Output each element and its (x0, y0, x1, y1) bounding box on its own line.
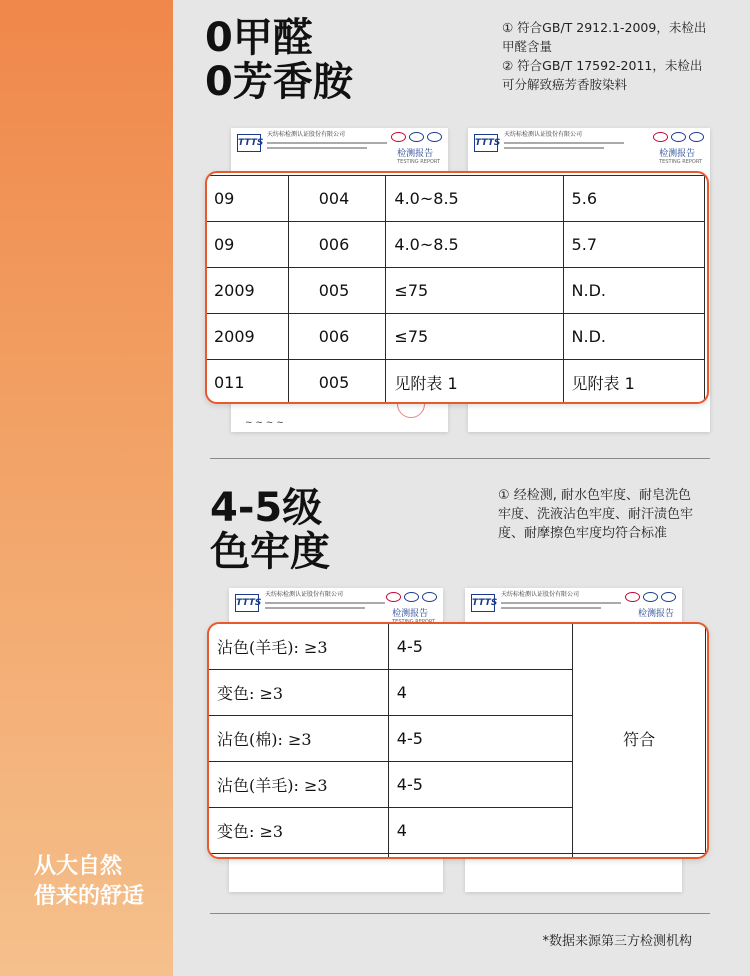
table-cell (388, 854, 573, 860)
table-cell: 09 (206, 176, 289, 222)
report-company: 天纺标检测认证股份有限公司 (501, 591, 621, 609)
table-cell: 4.0~8.5 (386, 176, 563, 222)
table-cell: 4.0~8.5 (386, 222, 563, 268)
report-logo: TTTS (235, 594, 259, 612)
data-source-footnote: *数据来源第三方检测机构 (542, 934, 692, 949)
section2-heading-line-1: 4-5级 (210, 485, 323, 531)
report-company: 天纺标检测认证股份有限公司 (265, 591, 385, 609)
section-divider (210, 458, 710, 459)
table-cell: 沾色(棉): ≥3 (209, 716, 389, 762)
section1-note-3: ② 符合GB/T 17592-2011，未检出 (502, 58, 703, 73)
slogan-line-2: 借来的舒适 (34, 884, 145, 909)
table-row (206, 360, 705, 405)
section2-notes (498, 486, 693, 543)
report-company: 天纺标检测认证股份有限公司 (267, 131, 387, 149)
section1-notes (502, 18, 706, 94)
table-cell: ≤75 (386, 268, 563, 314)
report-title: 检测报告 TESTING REPORT (659, 149, 702, 165)
slogan-line-1: 从大自然 (34, 854, 123, 879)
section2-note-1: ① 经检测, 耐水色牢度、耐皂洗色 (498, 488, 692, 503)
table-cell: 09 (206, 222, 289, 268)
table-cell: 005 (288, 268, 386, 314)
table-row (206, 222, 705, 268)
table-cell: 005 (288, 360, 386, 405)
cert-badges (653, 132, 704, 142)
table-row (209, 624, 706, 670)
report-title: 检测报告 (637, 609, 674, 619)
table-cell (209, 854, 389, 860)
table-cell: 5.7 (563, 222, 704, 268)
table-row (206, 268, 705, 314)
table-cell: 4 (388, 808, 573, 854)
table-cell: N.D. (563, 314, 704, 360)
section2-note-2: 牢度、洗液沾色牢度、耐汗渍色牢 (498, 507, 694, 522)
section1-heading (205, 16, 353, 104)
table-row (206, 176, 705, 222)
cert-badges (391, 132, 442, 142)
table-cell: 2009 (206, 314, 289, 360)
report-logo: TTTS (237, 134, 261, 152)
table-cell: N.D. (563, 268, 704, 314)
signatures: ~ ~ ~ ~ (245, 418, 284, 428)
report-logo: TTTS (474, 134, 498, 152)
report-logo: TTTS (471, 594, 495, 612)
table-cell: 4-5 (388, 624, 573, 670)
table-cell: 沾色(羊毛): ≥3 (209, 762, 389, 808)
cert-badges (625, 592, 676, 602)
table-cell: 004 (288, 176, 386, 222)
report-title: 检测报告 TESTING REPORT (397, 149, 440, 165)
table-cell: 4-5 (388, 716, 573, 762)
section1-heading-line-2: 0芳香胺 (205, 59, 353, 105)
table-cell: 006 (288, 222, 386, 268)
table-row (206, 314, 705, 360)
orange-sidebar (0, 0, 173, 976)
table-cell: 011 (206, 360, 289, 405)
footer-divider (210, 913, 710, 914)
colorfastness-result-table (207, 622, 709, 859)
table-cell: 沾色(羊毛): ≥3 (209, 624, 389, 670)
section2-heading (210, 486, 330, 574)
cert-badges (386, 592, 437, 602)
table-cell: 5.6 (563, 176, 704, 222)
table-cell: ≤75 (386, 314, 563, 360)
table-cell: 4-5 (388, 762, 573, 808)
formaldehyde-result-table (205, 171, 709, 404)
table-cell: 变色: ≥3 (209, 808, 389, 854)
table-cell: 见附表 1 (386, 360, 563, 405)
slogan (34, 852, 144, 912)
table-cell (573, 854, 706, 860)
section1-note-4: 可分解致癌芳香胺染料 (502, 77, 628, 92)
section1-note-1: ① 符合GB/T 2912.1-2009，未检出 (502, 20, 707, 35)
section1-note-2: 甲醛含量 (502, 39, 553, 54)
section1-heading-line-1: 0甲醛 (205, 15, 313, 61)
section2-note-3: 度、耐摩擦色牢度均符合标准 (498, 526, 668, 541)
table-cell: 4 (388, 670, 573, 716)
report-company: 天纺标检测认证股份有限公司 (504, 131, 624, 149)
table-cell: 见附表 1 (563, 360, 704, 405)
verdict-cell: 符合 (573, 624, 706, 854)
table-cell: 2009 (206, 268, 289, 314)
table-cell: 变色: ≥3 (209, 670, 389, 716)
table-row-partial (209, 854, 706, 860)
section2-heading-line-2: 色牢度 (210, 529, 330, 575)
report-title: 检测报告 (392, 609, 429, 619)
table-cell: 006 (288, 314, 386, 360)
